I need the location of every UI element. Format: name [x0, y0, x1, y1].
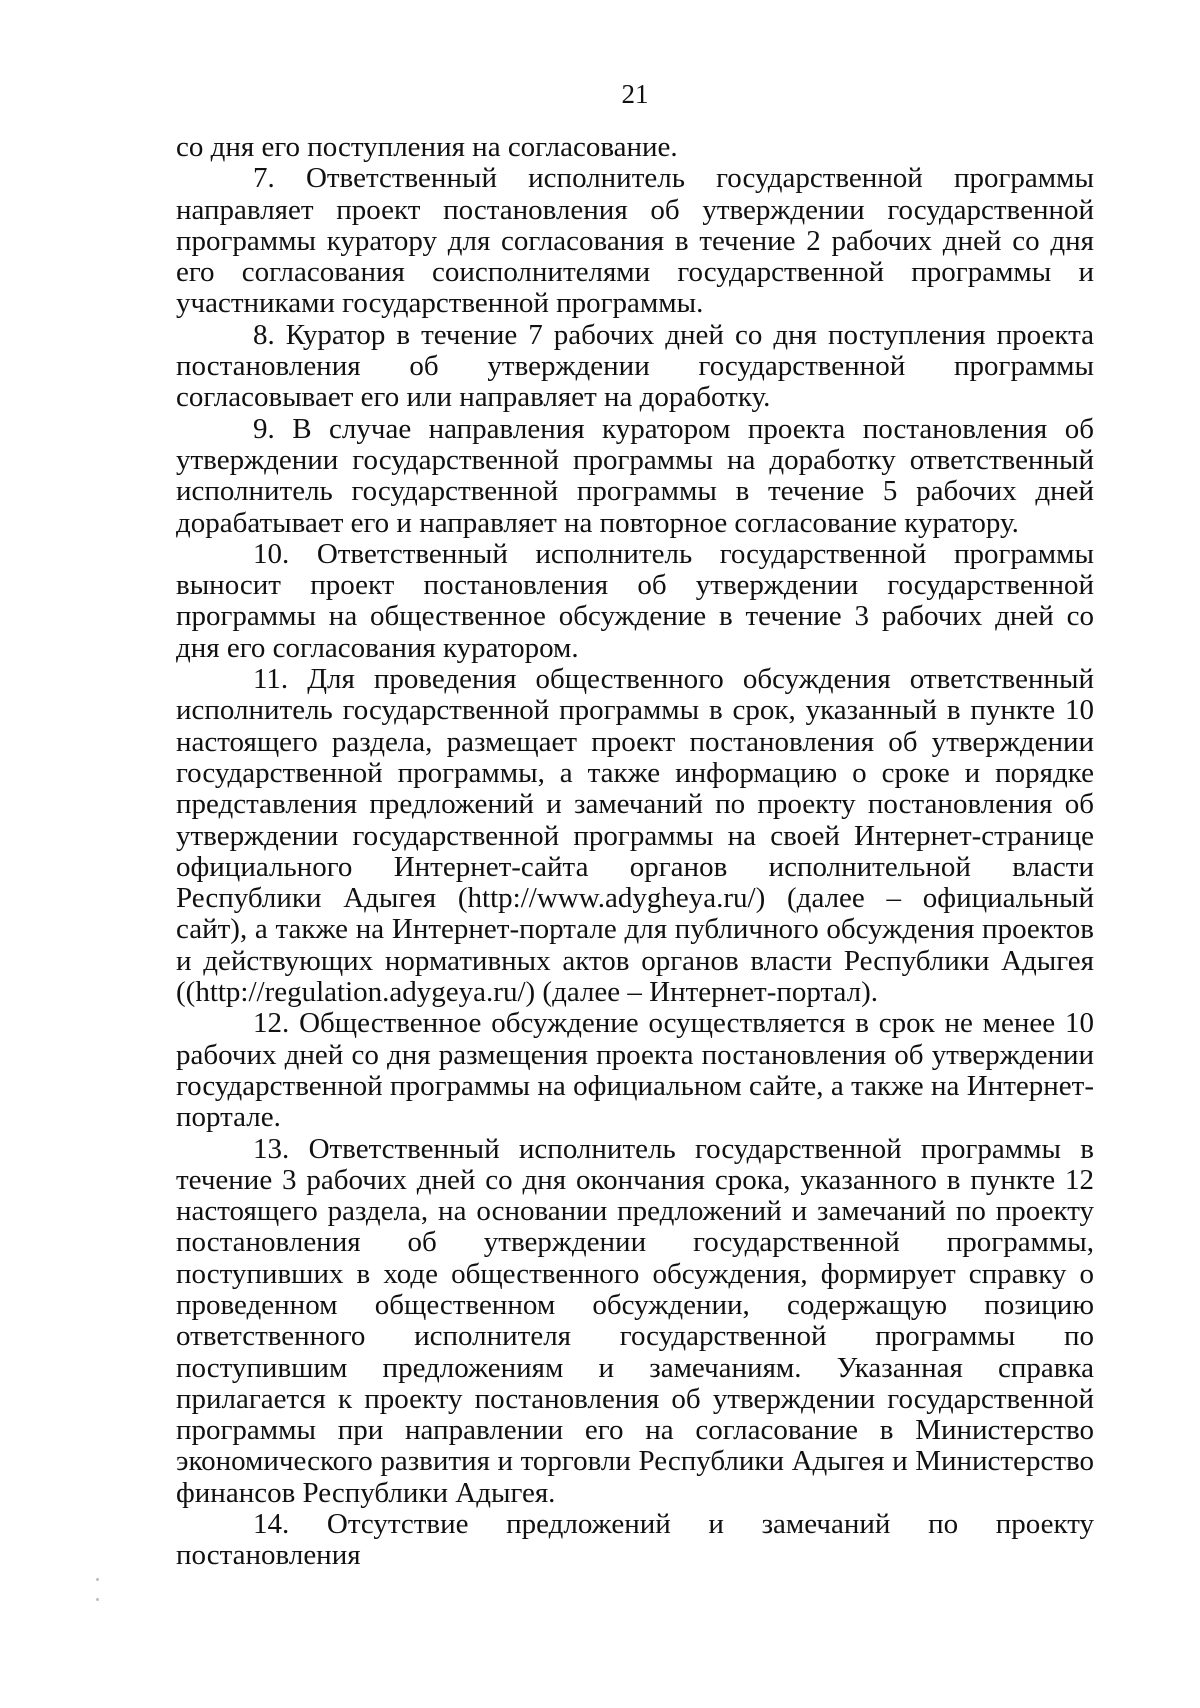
paragraph-item-8: 8. Куратор в течение 7 рабочих дней со дня поступления проекта постановления об утверждении государственной программы согласовывает его или направляет на доработку.: [176, 318, 1094, 414]
document-body: [176, 132, 1094, 1572]
scan-speck: [96, 1598, 99, 1601]
paragraph-item-14: 14. Отсутствие предложений и замечаний по проекту постановления: [176, 1508, 1094, 1572]
paragraph-item-12: 12. Общественное обсуждение осуществляется в срок не менее 10 рабочих дней со дня размещения проекта постановления об утверждении государственной программы на официальном сайте, а также на Интернет-портале.: [176, 1007, 1094, 1134]
paragraph-continuation: со дня его поступления на согласование.: [176, 131, 678, 163]
page-number: 21: [621, 79, 649, 109]
paragraph-item-10: 10. Ответственный исполнитель государственной программы выносит проект постановления об утверждении государственной программы на общественное обсуждение в течение 3 рабочих дней со дня его согласования куратором.: [176, 537, 1094, 664]
paragraph-item-13: 13. Ответственный исполнитель государственной программы в течение 3 рабочих дней со дня окончания срока, указанного в пункте 12 настоящего раздела, на основании предложений и замечаний по проекту постановления об утверждении государственной программы, поступивших в ходе общественного обсуждения, формирует справку о проведенном общественном обсуждении, содержащую позицию ответственного исполнителя государственной программы по поступившим предложениям и замечаниям. Указанная справка прилагается к проекту постановления об утверждении государственной программы при направлении его на согласование в Министерство экономического развития и торговли Республики Адыгея и Министерство финансов Республики Адыгея.: [176, 1132, 1094, 1509]
scan-speck: [96, 1578, 99, 1581]
paragraph-item-11: 11. Для проведения общественного обсуждения ответственный исполнитель государственной программы в срок, указанный в пункте 10 настоящего раздела, размещает проект постановления об утверждении государственной программы, а также информацию о сроке и порядке представления предложений и замечаний по проекту постановления об утверждении государственной программы на своей Интернет-странице официального Интернет-сайта органов исполнительной власти Республики Адыгея (http://www.adygheya.ru/) (далее – официальный сайт), а также на Интернет-портале для публичного обсуждения проектов и действующих нормативных актов органов власти Республики Адыгея ((http://regulation.adygeya.ru/) (далее – Интернет-портал).: [176, 663, 1094, 1009]
paragraph-item-7: 7. Ответственный исполнитель государственной программы направляет проект постановления об утверждении государственной программы куратору для согласования в течение 2 рабочих дней со дня его согласования соисполнителями государственной программы и участниками государственной программы.: [176, 162, 1094, 320]
paragraph-item-9: 9. В случае направления куратором проекта постановления об утверждении государственной программы на доработку ответственный исполнитель государственной программы в течение 5 рабочих дней дорабатывает его и направляет на повторное согласование куратору.: [176, 412, 1094, 539]
